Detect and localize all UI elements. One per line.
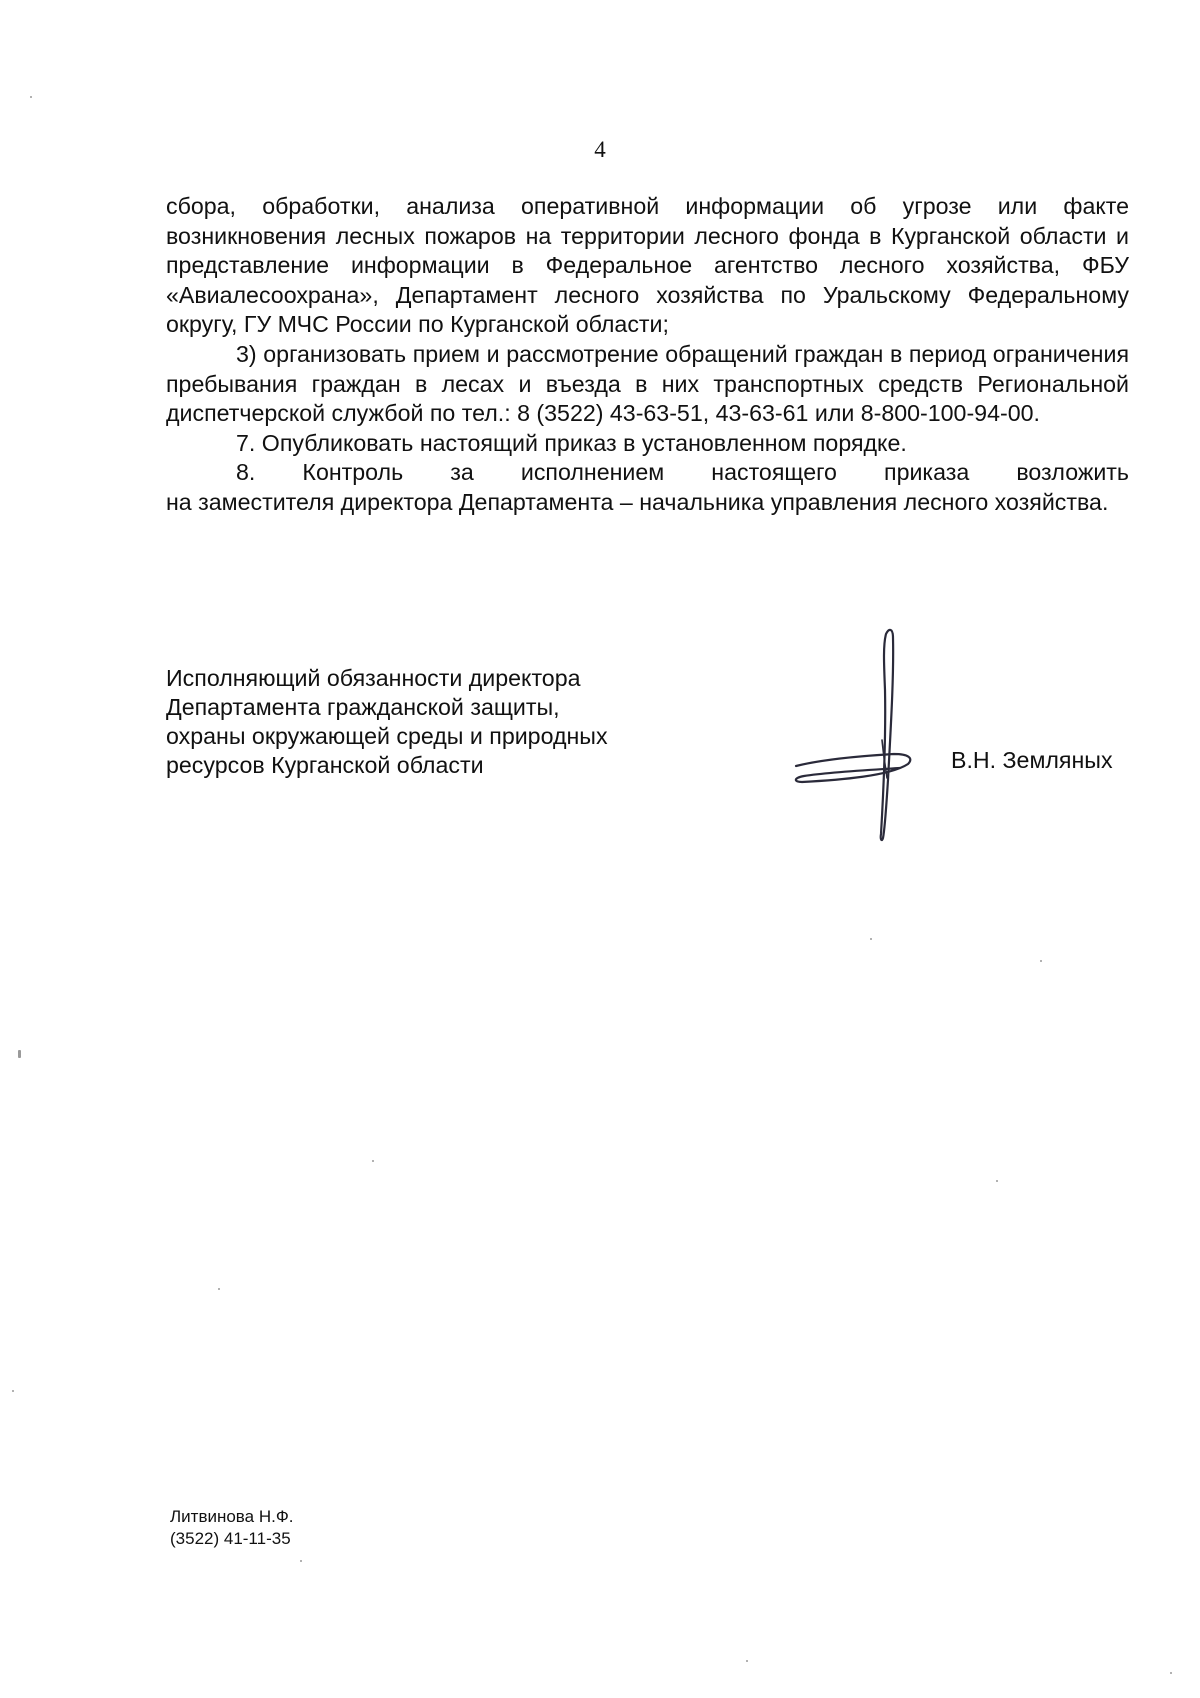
scan-speck bbox=[746, 1660, 748, 1662]
signatory-position bbox=[166, 664, 608, 780]
scan-speck bbox=[372, 1160, 374, 1162]
page-number: 4 bbox=[594, 137, 606, 162]
signatory-name: В.Н. Земляных bbox=[951, 747, 1113, 773]
position-line: ресурсов Курганской области bbox=[166, 752, 484, 778]
executor-phone: (3522) 41-11-35 bbox=[170, 1529, 291, 1548]
paragraph-item-8-first-line: 8. Контроль за исполнением настоящего приказа возложить bbox=[236, 459, 1129, 486]
paragraph-item-7: 7. Опубликовать настоящий приказ в установленном порядке. bbox=[236, 429, 907, 456]
position-line: Исполняющий обязанности директора bbox=[166, 665, 581, 691]
scan-speck bbox=[1170, 1672, 1172, 1674]
scan-speck bbox=[30, 96, 32, 98]
scan-speck bbox=[1040, 960, 1042, 962]
executor-footer bbox=[170, 1506, 293, 1550]
scan-speck bbox=[996, 1180, 998, 1182]
paragraph-item-3: 3) организовать прием и рассмотрение обращений граждан в период ограничения пребывания граждан в лесах и въезда в них транспортных средств Региональной диспетчерской службой по тел.: 8 (3522) 43-63-51, 43-63-61 или 8-800-100-94-00. bbox=[166, 340, 1129, 427]
scan-speck bbox=[218, 1288, 220, 1290]
scan-speck bbox=[12, 1390, 14, 1392]
handwritten-signature bbox=[790, 620, 930, 850]
scan-speck bbox=[870, 938, 872, 940]
executor-name: Литвинова Н.Ф. bbox=[170, 1507, 294, 1526]
position-line: Департамента гражданской защиты, bbox=[166, 694, 560, 720]
scan-speck bbox=[300, 1560, 302, 1562]
position-line: охраны окружающей среды и природных bbox=[166, 723, 608, 749]
paragraph-continuation: сбора, обработки, анализа оперативной информации об угрозе или факте возникновения лесных пожаров на территории лесного фонда в Курганской области и представление информации в Федеральное агентство лесного хозяйства, ФБУ «Авиалесоохрана», Департамент лесного хозяйства по Уральскому Федеральному округу, ГУ МЧС России по Курганской области; bbox=[166, 193, 1129, 338]
document-body bbox=[166, 192, 1129, 518]
scan-speck bbox=[18, 1050, 21, 1058]
paragraph-item-8-rest: на заместителя директора Департамента – начальника управления лесного хозяйства. bbox=[166, 488, 1109, 515]
